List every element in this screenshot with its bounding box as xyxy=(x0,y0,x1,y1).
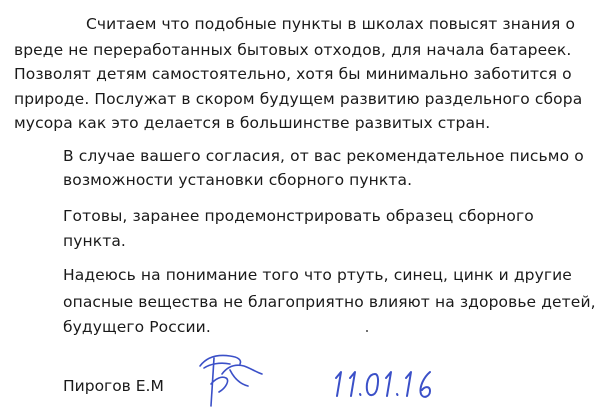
p4-line-3: будущего России. xyxy=(63,318,211,336)
p2-line-2: возможности установки сборного пункта. xyxy=(63,171,413,189)
handwritten-signature xyxy=(186,344,266,414)
p1-line-4: природе. Послужат в скором будущем развитию раздельного сбора xyxy=(14,90,583,108)
p1-line-5: мусора как это делается в большинстве развитых стран. xyxy=(14,114,491,132)
p2-line-1: В случае вашего согласия, от вас рекомендательное письмо о xyxy=(63,147,584,165)
p1-line-1: Считаем что подобные пункты в школах повысят знания о xyxy=(86,15,576,33)
handwritten-date xyxy=(330,364,448,408)
p3-line-2: пункта. xyxy=(63,232,126,250)
p1-line-3: Позволят детям самостоятельно, хотя бы минимально заботится о xyxy=(14,65,572,83)
p1-line-2: вреде не переработанных бытовых отходов, для начала батареек. xyxy=(14,41,572,59)
p4-line-1: Надеюсь на понимание того что ртуть, синец, цинк и другие xyxy=(63,266,572,284)
signatory-name: Пирогов Е.М xyxy=(63,377,164,395)
p4-line-2: опасные вещества не благоприятно влияют на здоровье детей, xyxy=(63,293,596,311)
p3-line-1: Готовы, заранее продемонстрировать образец сборного xyxy=(63,207,534,225)
scan-speck xyxy=(366,330,368,332)
